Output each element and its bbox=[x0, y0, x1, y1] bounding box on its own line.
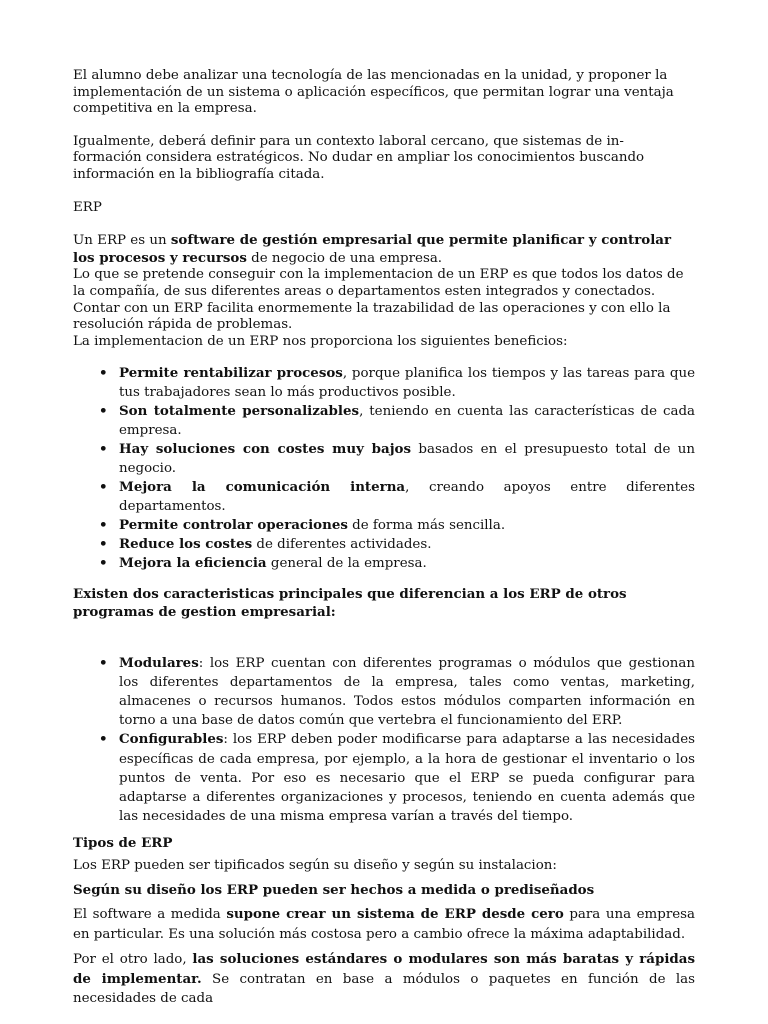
benefit-bold: Reduce los costes bbox=[119, 536, 253, 553]
list-item bbox=[119, 402, 695, 440]
list-item bbox=[119, 654, 695, 731]
benefit-text: de diferentes actividades. bbox=[252, 537, 432, 553]
custom-post: para una empresa en particular. Es una solución más costosa pero a cambio ofrece la máxima adaptabilidad. bbox=[73, 907, 696, 942]
list-item bbox=[119, 478, 695, 516]
erp-goal: Lo que se pretende conseguir con la implementacion de un ERP es que todos los datos de la compañía, de sus diferentes areas o departamentos esten integrados y conectados. bbox=[73, 267, 684, 299]
tipos-heading-text: Tipos de ERP bbox=[73, 835, 173, 852]
benefit-bold: Mejora la comunicación interna bbox=[119, 479, 406, 496]
benefit-text: , porque planifica los tiempos y las tareas para que tus trabajadores sean lo más productivos posible. bbox=[119, 366, 695, 401]
erp-definition-bold: software de gestión empresarial que permite planificar y controlar los procesos y recursos bbox=[73, 232, 672, 266]
benefits-list bbox=[73, 364, 695, 573]
intro-paragraph-2-line-1: Igualmente, deberá definir para un contexto laboral cercano, que sistemas de in- bbox=[73, 133, 624, 149]
list-item bbox=[119, 730, 695, 826]
benefit-text: basados en el presupuesto total de un negocio. bbox=[119, 442, 695, 477]
standard-pre: Por el otro lado, bbox=[73, 952, 193, 968]
erp-benefits-intro: La implementacion de un ERP nos proporciona los siguientes beneficios: bbox=[73, 333, 568, 349]
erp-definition-pre: Un ERP es un bbox=[73, 233, 171, 249]
standard-bold: las soluciones estándares o modulares son más baratas y rápidas de implementar. bbox=[73, 951, 695, 987]
tipos-subheading-text: Según su diseño los ERP pueden ser hechos a medida o prediseñados bbox=[73, 882, 595, 899]
list-item bbox=[119, 364, 695, 402]
intro-paragraph-2-line-2: formación considera estratégicos. No dudar en ampliar los conocimientos buscando bbox=[73, 150, 645, 166]
tipos-subheading bbox=[73, 881, 695, 900]
tipos-heading bbox=[73, 834, 695, 853]
custom-pre: El software a medida bbox=[73, 907, 227, 923]
erp-definition bbox=[73, 232, 695, 267]
document-page bbox=[73, 68, 695, 1009]
intro-paragraph-2-line-3: información en la bibliografía citada. bbox=[73, 166, 325, 182]
characteristics-heading bbox=[73, 586, 695, 621]
characteristic-text: : los ERP cuentan con diferentes programas o módulos que gestionan los diferentes departamentos de la empresa, tales como ventas, marketing, almacenes o recursos humanos. Todos estos módulos comparten información en torno a una base de datos común que vertebra el funcionamiento del ERP. bbox=[119, 655, 695, 729]
erp-traceability: Contar con un ERP facilita enormemente la trazabilidad de las operaciones y con ello la resolución rápida de problemas. bbox=[73, 300, 671, 333]
custom-bold: supone crear un sistema de ERP desde cero bbox=[226, 906, 564, 923]
intro-paragraph: El alumno debe analizar una tecnología de las mencionadas en la unidad, y proponer la implementación de un sistema o aplicación específicos, que permitan lograr una ventaja competitiva en la empresa. bbox=[73, 68, 674, 117]
benefit-text: general de la empresa. bbox=[266, 556, 427, 572]
benefit-bold: Son totalmente personalizables bbox=[119, 403, 360, 420]
benefit-bold: Mejora la eficiencia bbox=[119, 555, 267, 572]
standard-solutions-paragraph bbox=[73, 950, 695, 1009]
benefit-bold: Permite rentabilizar procesos bbox=[119, 365, 343, 382]
benefit-bold: Permite controlar operaciones bbox=[119, 517, 348, 534]
list-item bbox=[119, 554, 695, 573]
characteristic-bold: Configurables bbox=[119, 731, 224, 748]
tipos-intro: Los ERP pueden ser tipificados según su diseño y según su instalacion: bbox=[73, 858, 557, 874]
characteristics-heading-text: Existen dos caracteristicas principales que diferencian a los ERP de otros programas de gestion empresarial: bbox=[73, 586, 627, 620]
erp-heading: ERP bbox=[73, 199, 102, 215]
benefit-text: , creando apoyos entre diferentes departamentos. bbox=[119, 480, 695, 515]
list-item bbox=[119, 440, 695, 478]
list-item bbox=[119, 535, 695, 554]
characteristics-list bbox=[73, 654, 695, 827]
benefit-text: , teniendo en cuenta las características de cada empresa. bbox=[119, 404, 695, 439]
benefit-text: de forma más sencilla. bbox=[347, 518, 506, 534]
benefit-bold: Hay soluciones con costes muy bajos bbox=[119, 441, 412, 458]
characteristic-text: : los ERP deben poder modificarse para adaptarse a las necesidades específicas de cada empresa, por ejemplo, a la hora de gestionar el inventario o los puntos de venta. Por eso es necesario que el ERP se pueda configurar para adaptarse a diferentes organizaciones y procesos, teniendo en cuenta además que las necesidades de una misma empresa varían a través del tiempo. bbox=[119, 732, 695, 825]
characteristic-bold: Modulares bbox=[119, 654, 199, 671]
erp-definition-post: de negocio de una empresa. bbox=[246, 250, 443, 266]
standard-post: Se contratan en base a módulos o paquetes en función de las necesidades de cada bbox=[73, 971, 695, 1007]
custom-software-paragraph bbox=[73, 905, 695, 944]
list-item bbox=[119, 516, 695, 535]
